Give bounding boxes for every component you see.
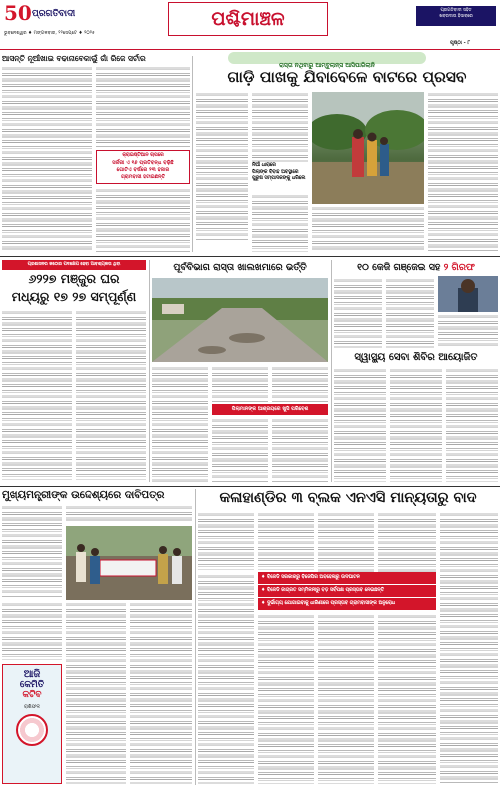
col-divider-1 <box>192 56 193 252</box>
mid-right-col-1 <box>334 278 382 348</box>
health-col-3 <box>446 368 498 482</box>
mid-tagline <box>2 260 146 270</box>
village-photo-art <box>312 92 424 204</box>
box-head-4: ଗ୍ରାମବାସୀ ହଟାଇଛନ୍ତି <box>120 173 166 180</box>
road-photo-art <box>152 278 328 362</box>
top-left-col-1 <box>2 66 92 252</box>
memorandum-photo <box>66 526 192 600</box>
promo-line-2: କେମିତି <box>19 680 45 690</box>
section-title: ପଶ୍ଚିମାଞ୍ଚଳ <box>211 8 285 30</box>
bullet-box <box>258 572 436 610</box>
accused-photo <box>438 276 498 312</box>
mid-box-head: ପିଲାମାନଙ୍କ ଆଶ୍ରୟରେ ଖୁସି ପରିବେଶ <box>231 406 309 412</box>
bottom-left-headline: ମୁଖ୍ୟମନ୍ତ୍ରୀଙ୍କ ଉଦ୍ଦେଶ୍ୟରେ ଦାବିପତ୍ର <box>2 489 165 501</box>
bottom-main-col-3b <box>318 614 374 784</box>
bottom-main-col-1 <box>198 512 254 570</box>
box-head-2: ସର୍ଜରୀ ଏ ୧୬ ପ୍ରତିବନ୍ଧ ବଢ଼ିଛି <box>112 159 174 166</box>
right-note-line-2: ଖବରଦାତା ହିସାବରେ <box>439 14 473 19</box>
mid-right-col-2 <box>386 278 434 348</box>
health-headline: ସ୍ୱାସ୍ଥ୍ୟ ସେବା ଶିବିର ଆୟୋଜିତ <box>354 352 478 363</box>
promo-line-1: ଆଜି <box>23 669 41 680</box>
masthead <box>0 0 500 52</box>
col-divider-3 <box>331 260 332 482</box>
promo-line-3: କଟିବ <box>22 690 42 700</box>
top-left-col-2b <box>96 188 190 252</box>
health-col-2 <box>390 368 442 482</box>
col-divider-2 <box>149 260 150 482</box>
mid-left-headline-2: ମଧ୍ୟରୁ ୧୭ ୨୭ ସମ୍ପୂର୍ଣ୍ଣ <box>11 289 137 304</box>
bottom-main-col-4b <box>378 614 436 784</box>
mid-right-headline-text: ୧୦ କେଜି ଗଞ୍ଜେଇ ସହ <box>357 262 441 273</box>
bullet-3: ♦ ଦୁର୍ଭାଗ୍ୟ ଯୋଗାଇବାକୁ ଧାରିଣୀରେ ପ୍ରସ୍ତାବ ଗ୍ରାମବାସୀଙ୍କ ଅନୁରୋଧ <box>258 598 436 610</box>
red-box <box>96 150 190 184</box>
horoscope-label: ରାଶିଫଳ <box>23 704 41 710</box>
mid-left-col-2 <box>76 310 146 480</box>
box-head-1: କ୍ରାଇଷ୍ଟିଆନ ଚାପରେ <box>122 153 164 158</box>
right-note-line-1: ପ୍ରଗତିବାଦୀ ସହିତ <box>440 8 472 13</box>
accused-photo-art <box>438 276 498 312</box>
bottom-main-col-5 <box>440 512 498 784</box>
mid-box <box>212 404 328 415</box>
bottom-main-col-3 <box>318 512 374 574</box>
logo-number: 50 <box>4 1 32 25</box>
bottom-left-intro-2 <box>66 505 192 523</box>
bottom-main-headline: କଳାହାଣ୍ଡିର ୩ ବ୍ଲକ ଏନଏସି ମାନ୍ୟତାରୁ ବାଦ <box>219 490 477 506</box>
mid-right-headline-accent: ୨ ଗିରଫ <box>443 262 475 273</box>
top-mid-col-1 <box>196 92 248 240</box>
mid-tagline-text: ପ୍ରଶାସନର କଠୋର ପଦକ୍ଷେପ ହେବା ଆବଶ୍ୟକତା ଥିବା <box>27 262 121 267</box>
masthead-divider <box>0 49 500 50</box>
photo-caption <box>312 206 424 252</box>
col-divider-4 <box>195 489 196 785</box>
side-heads <box>252 163 308 193</box>
road-photo <box>152 278 328 362</box>
bottom-main-col-2 <box>258 512 314 570</box>
date-line: ଭୁବନେଶ୍ୱର ♦ ମଙ୍ଗଳବାର, ୨୨ସେପ୍ଟେ ♦ ୨୦୨୫ <box>4 31 95 36</box>
health-col-1 <box>334 368 386 482</box>
mid-center-col-3 <box>272 366 328 402</box>
bullet-1: ♦ ବିଜେଡି ସରକାରରୁ ବିଜେପିର ଅବହେଳାରୁ ଉଦଘାଟନ <box>258 572 436 584</box>
anniversary-logo <box>4 1 90 26</box>
top-left-headline: ଆସନ୍ତି ନୂଆଁଖାଇ ବଢାନାବେକାଲୁଁ ଗାଁ ରିଜେ ସର୍ଟାର <box>2 54 146 63</box>
paper-name: ପ୍ରଗତିବାଦୀ <box>32 9 76 19</box>
bullet-2: ♦ ବିଜେଡି ଜାଗ୍ରତ ସମ୍ମିଳନୀରୁ ବଡ଼ ସର୍ବପକ୍ଷ ପ୍ରସ୍ତାବ ନେଇଛନ୍ତି <box>258 585 436 597</box>
side-head-1: ନିଆଁ ଧାରାରେ <box>252 163 276 168</box>
top-mid-col-2b <box>252 194 308 252</box>
mid-left-col-1 <box>2 310 72 480</box>
section-divider-2 <box>0 486 500 487</box>
top-right-col <box>428 92 498 252</box>
mid-right-headline <box>334 262 498 273</box>
bottom-left-intro-1 <box>2 505 62 597</box>
top-kicker <box>228 52 426 69</box>
mid-center-col-1 <box>152 366 208 482</box>
bottom-left-col-2 <box>66 602 126 784</box>
bottom-main-col-4 <box>378 512 436 574</box>
box-head-3: ଗୋଟିଏ ବର୍ଷରେ ୨୩ ହଜାର <box>116 166 170 173</box>
mid-center-col-2b <box>212 418 268 482</box>
bottom-main-col-1b <box>198 574 254 784</box>
horoscope-wheel-icon <box>16 714 48 746</box>
top-mid-col-2 <box>252 92 308 162</box>
top-left-col-2 <box>96 66 190 148</box>
bottom-main-col-2b <box>258 614 314 784</box>
mid-center-col-2 <box>212 366 268 402</box>
side-head-2: ପିଲାଙ୍କ ବିବାହ ଅବସ୍ଥାରେ <box>252 169 299 175</box>
top-kicker-text: ରାସ୍ତା ନଥିବାରୁ ଆମ୍ବୁଲାନ୍ସ ଆସିପାରିଲାନି <box>279 62 375 69</box>
top-main-headline: ଗାଡ଼ି ପାଖକୁ ଯିବାବେଳେ ବାଟରେ ପ୍ରସବ <box>227 68 467 86</box>
page-number: ପୃଷ୍ଠା - ୮ <box>450 40 471 46</box>
village-photo <box>312 92 424 204</box>
mid-right-col-3 <box>438 314 498 348</box>
mid-center-headline: ପୂର୍ବବିଭାଗ ରାସ୍ତା ଖାଲଖମାରେ ଭର୍ତ୍ତି <box>173 262 307 273</box>
right-note <box>416 6 496 26</box>
promo-box[interactable] <box>2 664 62 784</box>
mid-center-col-3b <box>272 418 328 482</box>
bottom-left-col-3 <box>130 602 192 784</box>
memorandum-photo-art <box>66 526 192 600</box>
side-head-3: ପୁରୁଷ ସମ୍ପାଦକଙ୍କୁ ଧରିଲେ <box>252 176 306 181</box>
section-banner <box>168 2 328 36</box>
bottom-left-col-1 <box>2 602 62 660</box>
section-divider-1 <box>0 256 500 257</box>
mid-left-headline-1: ୬୨୨୭ ମଞ୍ଜୁର ଘର <box>28 271 120 286</box>
